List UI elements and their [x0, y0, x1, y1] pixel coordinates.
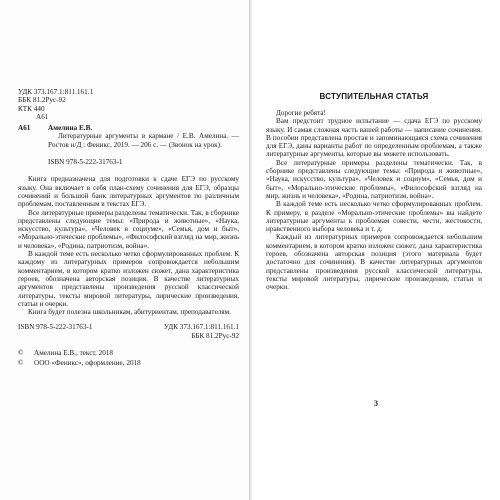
abstract-paragraph: Книга будет полезна школьникам, абитуриентам, преподавателям. [28, 308, 231, 317]
intro-paragraph: Каждый из литературных примеров сопровождается небольшим комментарием, в котором кратко изложен сюжет, дана характеристика героев, обозначена авторская позиция (этого материала будет достаточно для сочинения). В качестве литературных аргументов представлены произведения русской классической литературы, тексты мировой литературы, лирические произведения, статьи и очерки. [266, 233, 482, 292]
copyright-line [18, 359, 239, 367]
intro-paragraph: Все литературные примеры разделены тематически. Так, в сборнике представлены следующие темы: «Природа и животные», «Наука, искусство, культура», «Человек и социум», «Семья, дом и быт», «Морально-этические проблемы», «Философский взгляд на мир, жизнь и человека», «Родина, патриотизм, война». [266, 158, 482, 200]
copyright-symbol: © [18, 349, 24, 358]
abstract [18, 175, 239, 316]
imprint-page [0, 0, 249, 500]
copyright-symbol: © [18, 359, 24, 368]
copyright-text: Амелина Е.В., текст, 2018 [34, 349, 113, 358]
abstract-paragraph: Книга предназначена для подготовки к сдаче ЕГЭ по русскому языку. Она включает в себя план-схему сочинения для ЕГЭ, образцы сочинений и большой банк литературных аргументов по различным проблемам, поставленным в текстах ЕГЭ. [18, 175, 239, 209]
section-title: ВСТУПИТЕЛЬНАЯ СТАТЬЯ [319, 92, 429, 101]
isbn-bottom: ISBN 978-5-222-31763-1 [18, 323, 93, 332]
copyright-line [18, 349, 239, 357]
intro-paragraph: Вам предстоит трудное испытание — сдача ЕГЭ по русскому языку. И самая сложная часть вашей работы — написание сочинения. В пособии представлена простая и запоминающаяся схема сочинения для ЕГЭ, даны варианты работ по определенным проблемам, а также литературные аргументы, которые вы можете использовать. [266, 117, 482, 159]
page-number: 3 [374, 399, 378, 408]
ktk-code: КТК 440 [18, 104, 45, 113]
bbk-bottom: ББК 81.2Рус-92 [191, 331, 239, 340]
intro-paragraph: В каждой теме есть несколько четко сформулированных проблем. К примеру, в разделе «Морально-этические проблемы» вы найдете литературные аргументы к проблемам совести, чести, жестокости, нравственного выбора человека и т. д. [266, 200, 482, 234]
intro-page [252, 0, 500, 500]
catalog-card [18, 124, 239, 149]
bottom-codes [18, 323, 239, 340]
greeting: Дорогие ребята! [276, 109, 326, 117]
classification-codes [18, 88, 239, 121]
card-author: Амелина Е.В. [48, 124, 93, 133]
udk-bottom: УДК 373.167.1:811.161.1 [163, 323, 239, 332]
cutter-code: А61 [36, 112, 49, 121]
bbk-code: ББК 81.2Рус-92 [18, 96, 66, 105]
abstract-paragraph: Все литературные примеры разделены тематически. Так, в сборнике представлены следующие темы: «Природа и животные», «Наука, искусство, культура», «Человек в социуме», «Семья, дом и быт», «Морально-этические проблемы», «Философский взгляд на мир, жизнь и человека», «Родина, патриотизм, война». [18, 208, 239, 250]
udk-code: УДК 373.167.1:811.161.1 [18, 88, 94, 96]
isbn-top: ISBN 978-5-222-31763-1 [48, 158, 123, 167]
abstract-paragraph: В каждой теме есть несколько четко сформулированных проблем. К каждому из литературных примеров сопровождается небольшим комментарием, в котором кратко изложен сюжет, дана характеристика героев, обозначена авторская позиция. В качестве литературных аргументов представлены произведения русской классической литературы, тексты мировой литературы, лирические произведения, статьи и очерки. [18, 250, 239, 308]
card-cutter: А61 [18, 124, 31, 133]
card-description: Литературные аргументы в кармане / Е.В. Амелина. — Ростов н/Д : Феникс, 2019. — 206 с. — (Звонок на урок). [48, 132, 239, 149]
copyright-text: ООО «Феникс», оформление, 2018 [34, 359, 141, 368]
copyright-block [18, 349, 239, 368]
